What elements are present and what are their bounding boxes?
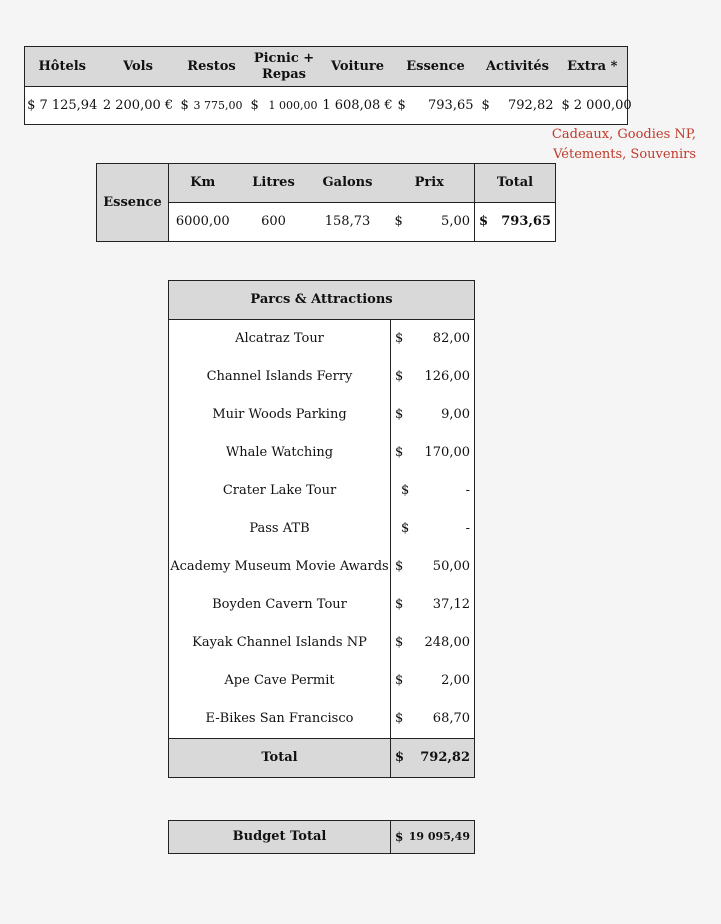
attraction-amount (391, 320, 475, 359)
currency-symbol: $ (395, 711, 404, 727)
currency-symbol: $ (397, 97, 406, 113)
parcs-row (169, 624, 475, 662)
value-km: 6000,00 (169, 203, 237, 242)
amount: 2 000,00 (573, 97, 632, 113)
parcs-body (169, 320, 475, 739)
parcs-row (169, 662, 475, 700)
header-voiture: Voiture (322, 47, 394, 87)
value-vols (100, 87, 177, 125)
header-restos: Restos (177, 47, 247, 87)
attraction-name: Alcatraz Tour (169, 320, 391, 359)
currency-symbol: $ (395, 369, 404, 385)
amount: 2 200,00 € (102, 97, 174, 113)
parcs-row (169, 358, 475, 396)
amount: 170,00 (424, 445, 471, 461)
value-galons: 158,73 (311, 203, 385, 242)
attraction-name: Academy Museum Movie Awards (169, 548, 391, 586)
summary-values-row (25, 87, 628, 125)
attraction-amount (391, 624, 475, 662)
amount: 68,70 (432, 711, 471, 727)
currency-symbol: $ (561, 97, 570, 113)
summary-header-row (25, 47, 628, 87)
currency-symbol: $ (394, 214, 403, 230)
amount: - (465, 483, 471, 499)
amount: 248,00 (424, 635, 471, 651)
amount: 37,12 (432, 597, 471, 613)
value-hotels (25, 87, 100, 125)
attraction-name: Boyden Cavern Tour (169, 586, 391, 624)
parcs-total-label: Total (169, 739, 391, 778)
parcs-row (169, 434, 475, 472)
header-hotels: Hôtels (25, 47, 100, 87)
attraction-amount (391, 662, 475, 700)
value-total (475, 203, 556, 242)
attraction-amount (391, 586, 475, 624)
currency-symbol: $ (395, 673, 404, 689)
currency-symbol: $ (395, 635, 404, 651)
header-vols: Vols (100, 47, 177, 87)
attraction-name: Whale Watching (169, 434, 391, 472)
budget-row (169, 821, 475, 854)
attraction-name: Crater Lake Tour (169, 472, 391, 510)
currency-symbol: $ (27, 97, 36, 113)
attraction-amount (391, 548, 475, 586)
attraction-amount (391, 472, 475, 510)
amount: 126,00 (424, 369, 471, 385)
parcs-total-row (169, 739, 475, 778)
value-voiture (322, 87, 394, 125)
currency-symbol: $ (395, 445, 404, 461)
parcs-row (169, 396, 475, 434)
currency-symbol: $ (395, 559, 404, 575)
value-extra (558, 87, 632, 125)
amount: 792,82 (420, 750, 471, 766)
amount: 3 775,00 (193, 98, 243, 112)
parcs-title-row (169, 281, 475, 320)
attraction-amount (391, 434, 475, 472)
currency-symbol: $ (481, 97, 490, 113)
currency-symbol: $ (401, 483, 410, 499)
currency-symbol: $ (250, 97, 259, 113)
parcs-row (169, 548, 475, 586)
value-restos (177, 87, 247, 125)
attraction-amount (391, 700, 475, 739)
attraction-name: Ape Cave Permit (169, 662, 391, 700)
currency-symbol: $ (395, 829, 404, 844)
parcs-row (169, 472, 475, 510)
amount: 7 125,94 (39, 97, 98, 113)
amount: 2,00 (441, 673, 471, 689)
amount: 50,00 (432, 559, 471, 575)
currency-symbol: $ (479, 214, 489, 230)
amount: 793,65 (428, 97, 474, 113)
amount: - (465, 521, 471, 537)
currency-symbol: $ (395, 597, 404, 613)
header-prix: Prix (385, 164, 475, 203)
header-litres: Litres (237, 164, 311, 203)
amount: 1 000,00 (268, 98, 318, 112)
currency-symbol: $ (395, 750, 405, 766)
value-prix (385, 203, 475, 242)
attraction-amount (391, 358, 475, 396)
header-essence: Essence (394, 47, 478, 87)
attraction-amount (391, 396, 475, 434)
attraction-name: Channel Islands Ferry (169, 358, 391, 396)
budget-label: Budget Total (169, 821, 391, 854)
essence-table (96, 163, 556, 242)
parcs-total-value (391, 739, 475, 778)
attraction-name: Kayak Channel Islands NP (169, 624, 391, 662)
amount: 5,00 (441, 214, 470, 230)
amount: 793,65 (501, 214, 551, 230)
header-galons: Galons (311, 164, 385, 203)
attraction-amount (391, 510, 475, 548)
header-activites: Activités (478, 47, 558, 87)
summary-table (24, 46, 632, 125)
attraction-name: Muir Woods Parking (169, 396, 391, 434)
header-km: Km (169, 164, 237, 203)
parcs-title: Parcs & Attractions (169, 281, 475, 320)
essence-header-row (97, 164, 556, 203)
attraction-name: Pass ATB (169, 510, 391, 548)
currency-symbol: $ (180, 97, 189, 113)
header-extra: Extra * (558, 47, 628, 87)
amount: 9,00 (441, 407, 471, 423)
currency-symbol: $ (395, 331, 404, 347)
value-picnic (247, 87, 322, 125)
budget-value (391, 821, 475, 854)
value-activites (478, 87, 558, 125)
amount: 792,82 (508, 97, 554, 113)
parcs-row (169, 700, 475, 739)
value-litres: 600 (237, 203, 311, 242)
extra-note: Cadeaux, Goodies NP, Vétements, Souvenirs (551, 127, 696, 162)
parcs-table (168, 280, 475, 778)
parcs-row (169, 586, 475, 624)
budget-table (168, 820, 475, 854)
header-total: Total (475, 164, 556, 203)
parcs-row (169, 320, 475, 359)
header-picnic-repas: Picnic + Repas (247, 47, 322, 87)
amount: 1 608,08 € (322, 97, 393, 113)
currency-symbol: $ (395, 407, 404, 423)
amount: 19 095,49 (408, 830, 470, 844)
essence-label: Essence (97, 164, 169, 242)
currency-symbol: $ (401, 521, 410, 537)
value-essence (394, 87, 478, 125)
attraction-name: E-Bikes San Francisco (169, 700, 391, 739)
parcs-row (169, 510, 475, 548)
amount: 82,00 (432, 331, 471, 347)
